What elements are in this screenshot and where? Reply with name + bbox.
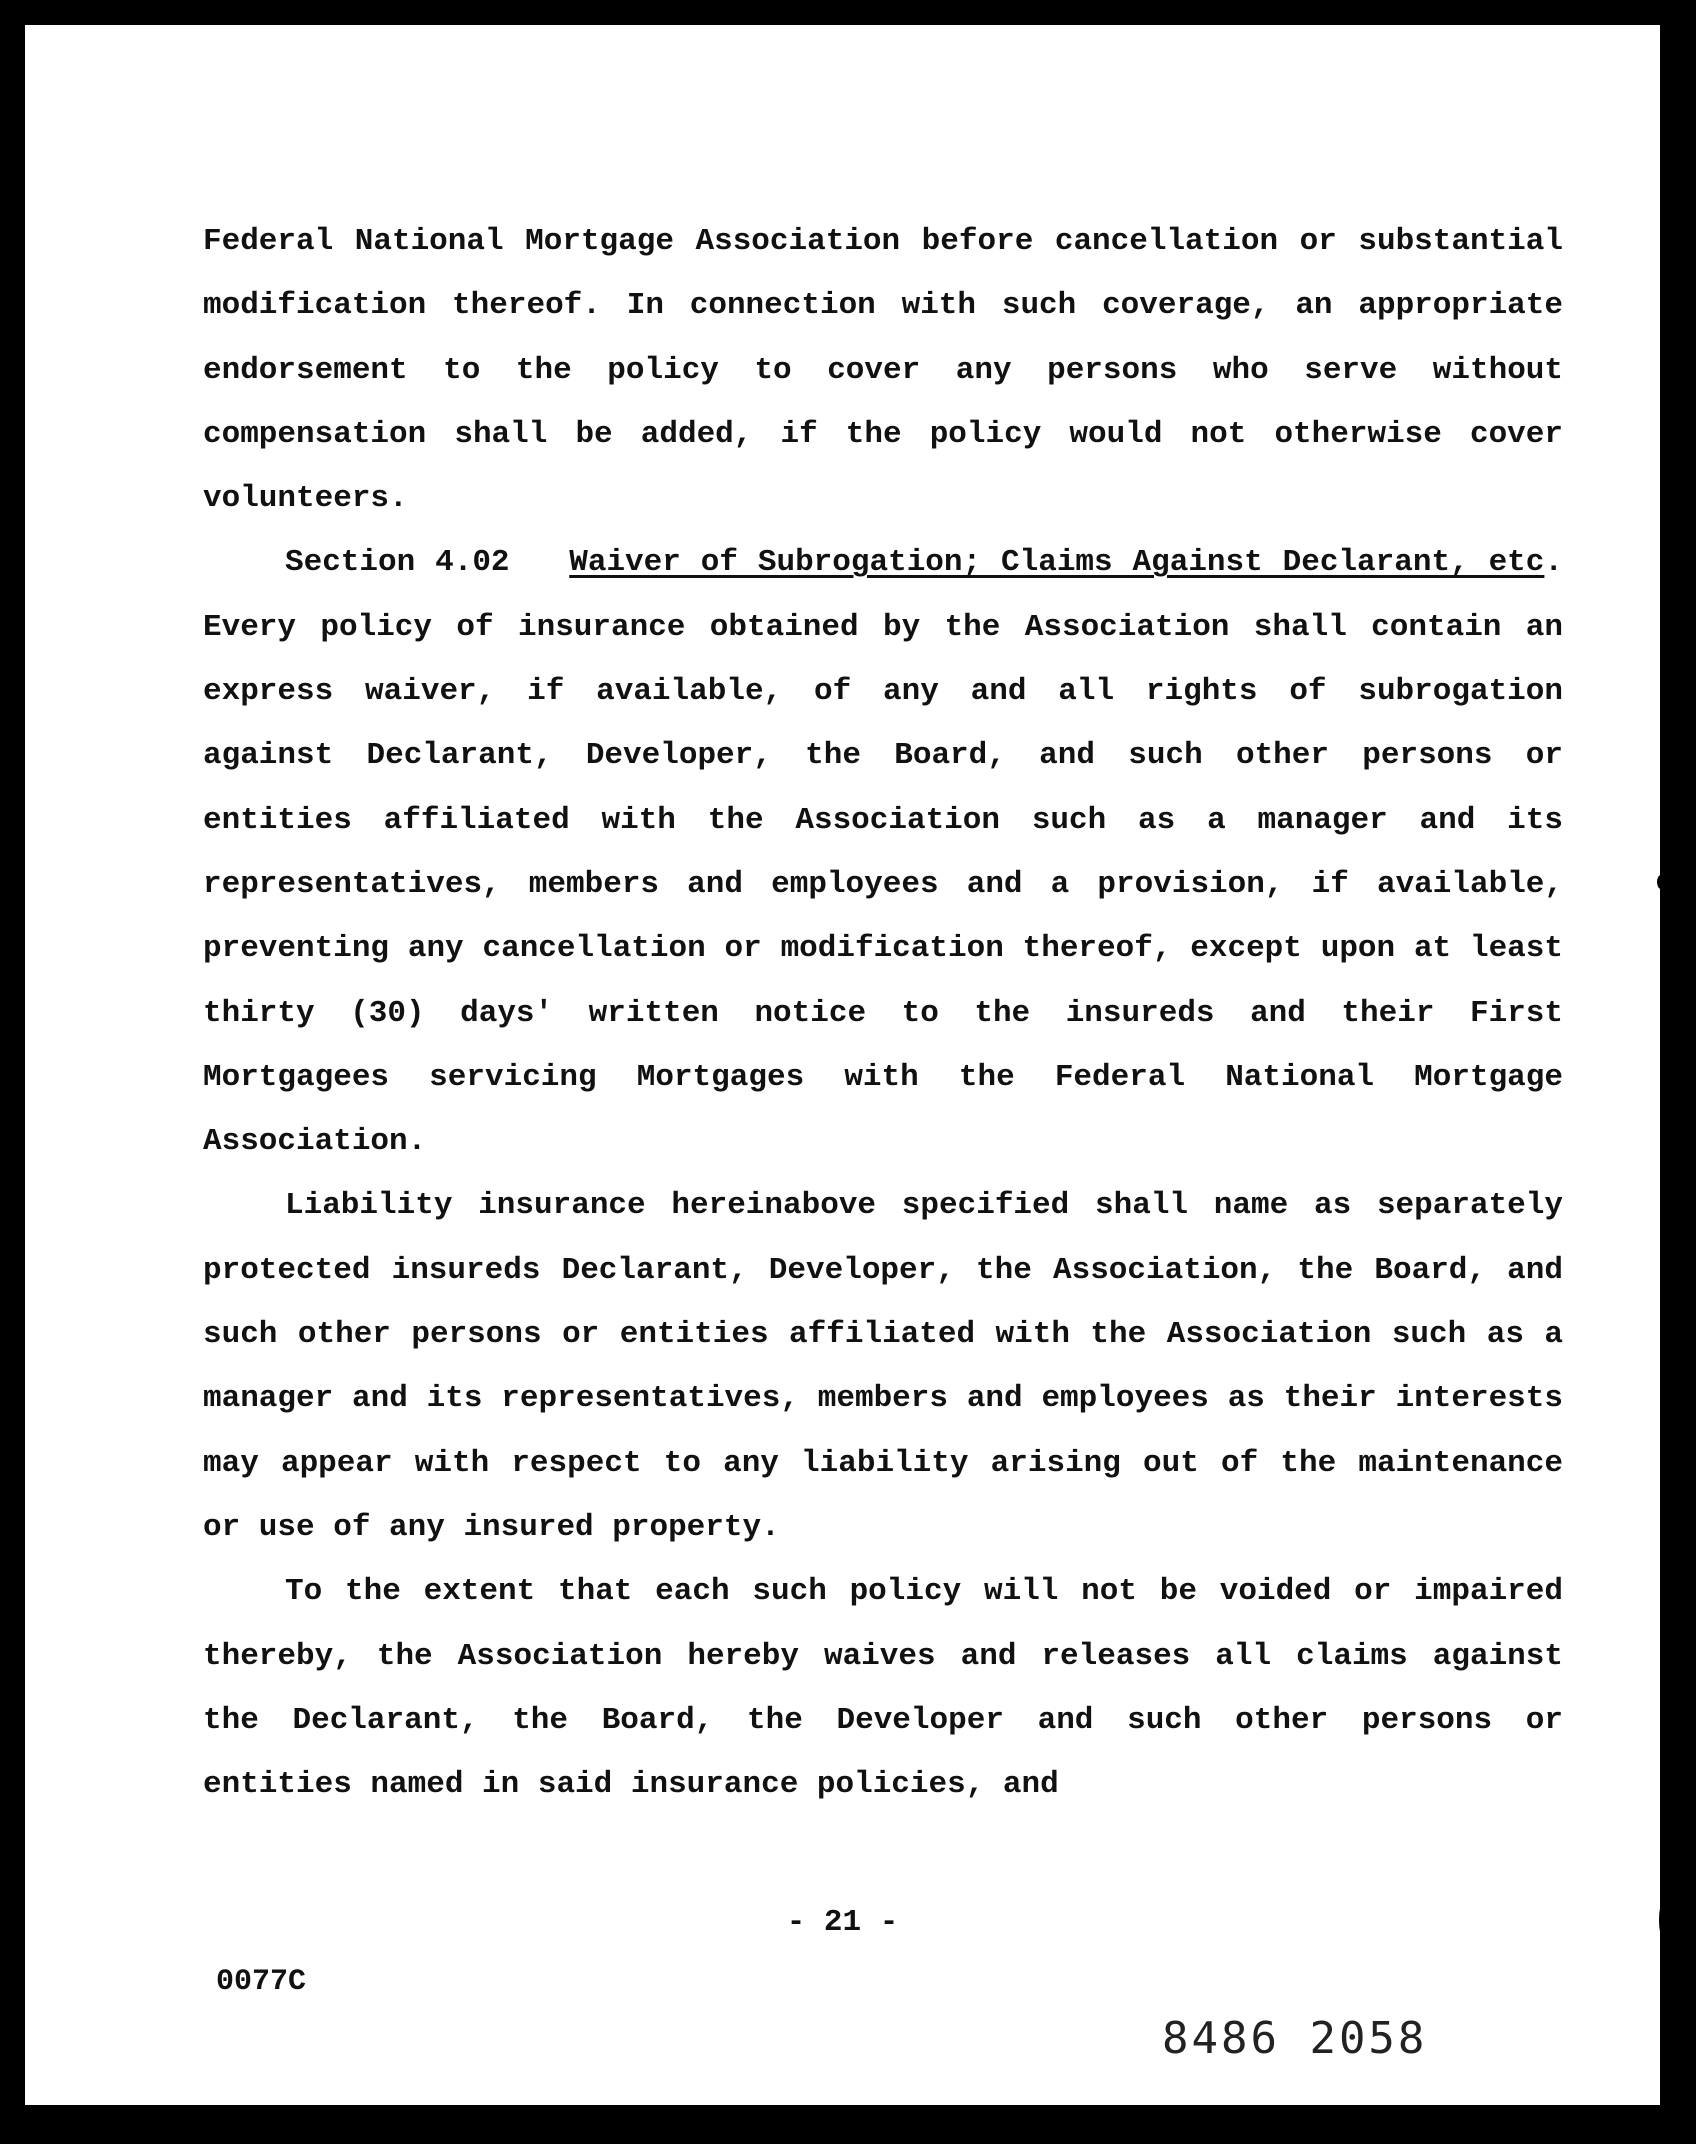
section-heading: Waiver of Subrogation; Claims Against Declarant, etc — [569, 545, 1545, 581]
paragraph-text: To the extent that each such policy will not be voided or impaired thereby, the Association hereby waives and releases all claims against the Declarant, the Board, the Developer and such other persons or entities named in said insurance policies, and — [203, 1574, 1563, 1803]
document-code: 0077C — [216, 1965, 307, 1999]
stamp-number: 8486 2058 — [1162, 2013, 1428, 2064]
paragraph-text: Federal National Mortgage Association before cancellation or substantial modification thereof. In connection with such coverage, an appropriate endorsement to the policy to cover any persons who serve without compensation shall be added, if the policy would not otherwise cover volunteers. — [203, 224, 1563, 517]
document-page — [25, 25, 1660, 2105]
paragraph-text: Liability insurance hereinabove specified shall name as separately protected insureds Declarant, Developer, the Association, the Board, and such other persons or entities affiliated with the Association such as a manager and its representatives, members and employees as their interests may appear with respect to any liability arising out of the maintenance or use of any insured property. — [203, 1188, 1563, 1545]
page-number: - 21 - — [786, 1905, 899, 1940]
heading-terminator: . — [1544, 545, 1563, 581]
paragraph-text: Every policy of insurance obtained by the Association shall contain an express waiver, if available, of any and all rights of subrogation against Declarant, Developer, the Board, and such other persons or entities affiliated with the Association such as a manager and its representatives, members and employees and a provision, if available, preventing any cancellation or modification thereof, except upon at least thirty (30) days' written notice to the insureds and their First Mortgagees servicing Mortgages with the Federal National Mortgage Association. — [203, 609, 1563, 1160]
paragraph-4 — [203, 1560, 1563, 1817]
paragraph-2 — [203, 531, 1563, 1174]
paragraph-1 — [203, 210, 1563, 531]
paragraph-3 — [203, 1174, 1563, 1560]
scan-speck — [1657, 875, 1665, 889]
scan-speck — [1659, 1905, 1665, 1935]
section-label: Section 4.02 — [285, 545, 510, 581]
document-body — [203, 210, 1563, 1817]
